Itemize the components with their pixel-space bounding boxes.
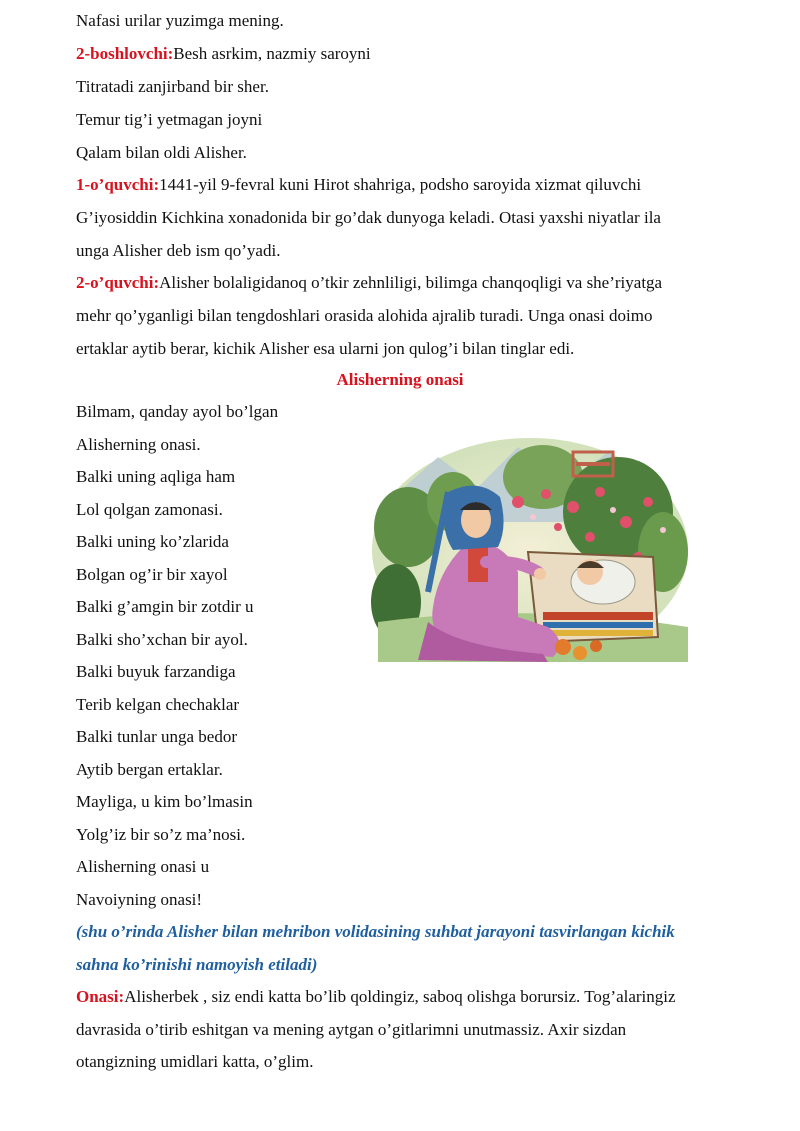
poem-line: Yolg’iz bir so’z ma’nosi. <box>76 825 246 844</box>
stage-direction: sahna ko’rinishi namoyish etiladi) <box>76 955 318 974</box>
poem-line: Terib kelgan chechaklar <box>76 695 240 714</box>
poem-line: Balki uning aqliga ham <box>76 467 236 486</box>
paragraph-line: davrasida o’tirib eshitgan va mening aytgan o’gitlarimni unutmassiz. Axir sizdan <box>76 1020 627 1039</box>
paragraph-line: 2-o’quvchi:Alisher bolaligidanoq o’tkir zehnliligi, bilimga chanqoqligi va she’riyatga <box>76 273 663 292</box>
poem-line: Balki tunlar unga bedor <box>76 727 237 746</box>
poem-line: Mayliga, u kim bo’lmasin <box>76 792 253 811</box>
stage-direction: (shu o’rinda Alisher bilan mehribon volidasining suhbat jarayoni tasvirlangan kichik <box>76 922 675 941</box>
speaker-label: 1-o’quvchi: <box>76 175 160 194</box>
poem-line: Bolgan og’ir bir xayol <box>76 565 228 584</box>
speaker-label: Onasi: <box>76 987 125 1006</box>
poem-title: Alisherning onasi <box>336 370 464 389</box>
poem-line: Alisherning onasi u <box>76 857 210 876</box>
poem-line: Aytib bergan ertaklar. <box>76 760 223 779</box>
speaker-label: 2-o’quvchi: <box>76 273 160 292</box>
poem-line: Lol qolgan zamonasi. <box>76 500 223 519</box>
paragraph-line: mehr qo’yganligi bilan tengdoshlari orasida alohida ajralib turadi. Unga onasi doimo <box>76 306 653 325</box>
verse-line: Temur tig’i yetmagan joyni <box>76 110 263 129</box>
paragraph-line: ertaklar aytib berar, kichik Alisher esa ularni jon qulog’i bilan tinglar edi. <box>76 339 575 358</box>
paragraph-line: Onasi:Alisherbek , siz endi katta bo’lib qoldingiz, saboq olishga borursiz. Tog’alaringiz <box>76 987 676 1006</box>
poem-line: Alisherning onasi. <box>76 435 201 454</box>
verse-line: 2-boshlovchi:Besh asrkim, nazmiy saroyni <box>76 44 371 63</box>
poem-line: Balki uning ko’zlarida <box>76 532 229 551</box>
mother-and-baby-illustration <box>368 432 693 672</box>
verse-line: Titratadi zanjirband bir sher. <box>76 77 269 96</box>
speaker-label: 2-boshlovchi: <box>76 44 174 63</box>
paragraph-line: 1-o’quvchi:1441-yil 9-fevral kuni Hirot shahriga, podsho saroyida xizmat qiluvchi <box>76 175 642 194</box>
poem-line: Balki buyuk farzandiga <box>76 662 236 681</box>
verse-line: Qalam bilan oldi Alisher. <box>76 143 247 162</box>
poem-line: Balki sho’xchan bir ayol. <box>76 630 248 649</box>
paragraph-line: G’iyosiddin Kichkina xonadonida bir go’dak dunyoga keladi. Otasi yaxshi niyatlar ila <box>76 208 661 227</box>
verse-line: Nafasi urilar yuzimga mening. <box>76 11 284 30</box>
paragraph-line: unga Alisher deb ism qo’yadi. <box>76 241 281 260</box>
poem-line: Balki g’amgin bir zotdir u <box>76 597 254 616</box>
paragraph-line: otangizning umidlari katta, o’glim. <box>76 1052 314 1071</box>
poem-line: Bilmam, qanday ayol bo’lgan <box>76 402 279 421</box>
poem-line: Navoiyning onasi! <box>76 890 203 909</box>
